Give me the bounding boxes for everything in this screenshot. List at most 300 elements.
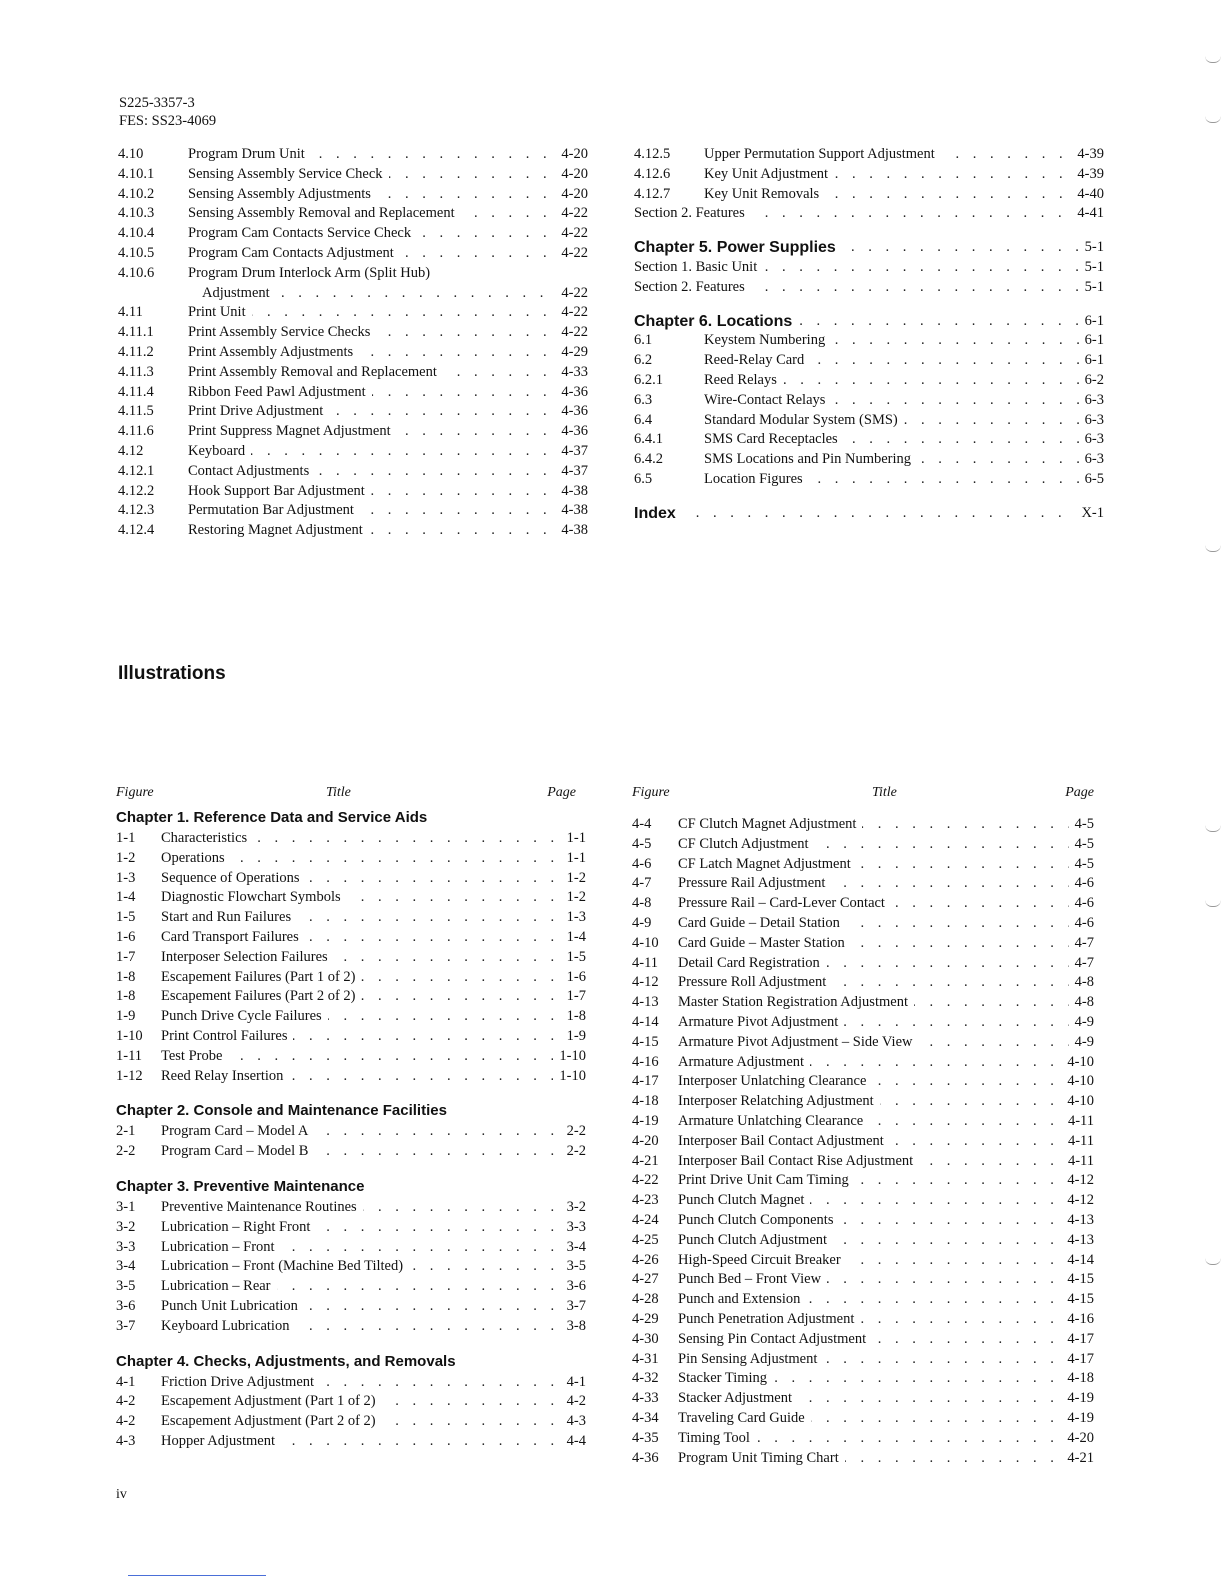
toc-entry bbox=[118, 185, 588, 205]
entry-number: 4-9 bbox=[632, 914, 652, 931]
entry-number: 4.12.3 bbox=[118, 502, 155, 519]
entry-page: 1-2 bbox=[561, 888, 586, 908]
toc-entry bbox=[632, 1053, 1094, 1073]
toc-entry bbox=[116, 1198, 586, 1218]
toc-entry bbox=[116, 1007, 586, 1027]
entry-title: Program Cam Contacts Adjustment bbox=[188, 244, 400, 264]
entry-page: 4-6 bbox=[1069, 914, 1094, 934]
entry-title: Interposer Bail Contact Adjustment bbox=[678, 1132, 890, 1152]
toc-entry bbox=[634, 450, 1104, 470]
entry-number: 4.11.6 bbox=[118, 423, 154, 440]
document-header bbox=[119, 94, 216, 130]
toc-entry bbox=[116, 1047, 586, 1067]
entry-title: Standard Modular System (SMS) bbox=[704, 411, 904, 431]
toc-entry bbox=[116, 869, 586, 889]
entry-page: 1-1 bbox=[561, 829, 586, 849]
entry-number: 1-8 bbox=[116, 968, 136, 985]
entry-title: Reed Relay Insertion bbox=[161, 1067, 289, 1087]
entry-page: 3-4 bbox=[561, 1238, 586, 1258]
entry-page: 4-12 bbox=[1061, 1191, 1094, 1211]
entry-title: Print Drive Unit Cam Timing bbox=[678, 1171, 855, 1191]
entry-number: 4.11 bbox=[118, 304, 143, 321]
toc-entry bbox=[116, 1257, 586, 1277]
entry-title: Punch Clutch Adjustment bbox=[678, 1231, 833, 1251]
entry-number: 4-3 bbox=[116, 1432, 136, 1449]
entry-number: 4.10 bbox=[118, 146, 144, 162]
toc-entry bbox=[632, 894, 1094, 914]
entry-number: 4-28 bbox=[632, 1291, 659, 1308]
toc-entry bbox=[116, 1027, 586, 1047]
toc-chapter-entry bbox=[634, 312, 1104, 332]
entry-page: 4-11 bbox=[1062, 1112, 1094, 1132]
entry-title: Friction Drive Adjustment bbox=[161, 1373, 320, 1393]
toc-entry bbox=[632, 1409, 1094, 1429]
toc-entry bbox=[116, 1317, 586, 1337]
entry-title: Punch Clutch Components bbox=[678, 1211, 839, 1231]
entry-title: Armature Adjustment bbox=[678, 1053, 810, 1073]
entry-title: Lubrication – Rear bbox=[161, 1277, 277, 1297]
entry-title: Location Figures bbox=[704, 470, 809, 490]
entry-page: 1-8 bbox=[561, 1007, 586, 1027]
entry-page: 6-1 bbox=[1079, 312, 1104, 332]
entry-number: 4-8 bbox=[632, 895, 652, 912]
entry-title: Master Station Registration Adjustment bbox=[678, 993, 914, 1013]
entry-number: 1-3 bbox=[116, 869, 136, 886]
entry-title: Pressure Rail – Card-Lever Contact bbox=[678, 894, 891, 914]
entry-page: 4-20 bbox=[555, 145, 588, 165]
toc-entry bbox=[116, 968, 586, 988]
entry-title: Program Drum Unit bbox=[188, 145, 311, 165]
scan-edge-mark bbox=[1205, 900, 1221, 907]
entry-page: 4-33 bbox=[555, 363, 588, 383]
entry-title: Print Assembly Service Checks bbox=[188, 323, 376, 343]
entry-title: Interposer Bail Contact Rise Adjustment bbox=[678, 1152, 919, 1172]
toc-entry bbox=[634, 165, 1104, 185]
entry-title: Sensing Pin Contact Adjustment bbox=[678, 1330, 872, 1350]
entry-page: 6-2 bbox=[1079, 371, 1104, 391]
toc-entry bbox=[632, 874, 1094, 894]
entry-number: 4.12.5 bbox=[634, 146, 671, 162]
toc-entry bbox=[116, 987, 586, 1007]
entry-number: 4-32 bbox=[632, 1370, 659, 1387]
entry-title: Print Assembly Removal and Replacement bbox=[188, 363, 443, 383]
entry-page: 4-41 bbox=[1071, 204, 1104, 224]
toc-entry bbox=[118, 501, 588, 521]
dot-leader bbox=[171, 1047, 586, 1067]
entry-page: 1-7 bbox=[561, 987, 586, 1007]
entry-number: 4-23 bbox=[632, 1192, 659, 1209]
entry-number: 1-9 bbox=[116, 1008, 136, 1025]
dot-leader bbox=[198, 442, 588, 462]
toc-entry bbox=[116, 1392, 586, 1412]
entry-page: 1-10 bbox=[553, 1067, 586, 1087]
toc-entry bbox=[634, 331, 1104, 351]
entry-page: 5-1 bbox=[1079, 238, 1104, 258]
toc-entry bbox=[632, 835, 1094, 855]
entry-page: 4-17 bbox=[1061, 1350, 1094, 1370]
scan-edge-line bbox=[128, 1575, 266, 1576]
toc-entry bbox=[118, 462, 588, 482]
entry-number: 4-25 bbox=[632, 1231, 659, 1248]
entry-number: 4.12 bbox=[118, 442, 144, 459]
entry-page: 4-39 bbox=[1071, 165, 1104, 185]
entry-page: X-1 bbox=[1075, 504, 1104, 524]
entry-title: Program Cam Contacts Service Check bbox=[188, 224, 417, 244]
toc-entry bbox=[116, 1432, 586, 1452]
entry-title: Contact Adjustments bbox=[188, 462, 315, 482]
entry-page: 1-2 bbox=[561, 869, 586, 889]
toc-entry bbox=[116, 888, 586, 908]
entry-number: 4-22 bbox=[632, 1172, 659, 1189]
toc-entry bbox=[118, 343, 588, 363]
entry-title: Print Control Failures bbox=[161, 1027, 293, 1047]
entry-page: 1-3 bbox=[561, 908, 586, 928]
entry-number: 1-4 bbox=[116, 889, 136, 906]
entry-title: Sensing Assembly Service Check bbox=[188, 165, 389, 185]
toc-entry bbox=[118, 284, 588, 304]
entry-number: 4.11.4 bbox=[118, 383, 154, 400]
toc-entry bbox=[634, 351, 1104, 371]
entry-number: 4-18 bbox=[632, 1093, 659, 1110]
toc-entry bbox=[632, 1270, 1094, 1290]
chapter-title: Chapter 5. Power Supplies bbox=[634, 238, 842, 258]
scan-edge-mark bbox=[1205, 56, 1221, 63]
spacer bbox=[116, 1337, 586, 1351]
entry-number: 1-7 bbox=[116, 948, 136, 965]
entry-page: 1-4 bbox=[561, 928, 586, 948]
entry-title: Keystem Numbering bbox=[704, 331, 831, 351]
entry-number: 4.12.7 bbox=[634, 185, 671, 202]
figures-right-column bbox=[632, 785, 1094, 1468]
entry-number: 1-5 bbox=[116, 909, 136, 926]
entry-title: Stacker Timing bbox=[678, 1369, 773, 1389]
toc-entry bbox=[116, 1277, 586, 1297]
entry-page: 4-7 bbox=[1069, 934, 1094, 954]
toc-entry bbox=[118, 244, 588, 264]
entry-number: 4-19 bbox=[632, 1112, 659, 1129]
entry-page: 4-37 bbox=[555, 442, 588, 462]
entry-number: 4-26 bbox=[632, 1251, 659, 1268]
entry-number: 3-7 bbox=[116, 1317, 136, 1334]
entry-title: Hopper Adjustment bbox=[161, 1432, 281, 1452]
entry-number: 4-17 bbox=[632, 1073, 659, 1090]
entry-page: 4-3 bbox=[561, 1412, 586, 1432]
entry-number: 6.2.1 bbox=[634, 371, 663, 388]
entry-number: 4-10 bbox=[632, 934, 659, 951]
entry-title: Ribbon Feed Pawl Adjustment bbox=[188, 383, 372, 403]
entry-number: 4-6 bbox=[632, 855, 652, 872]
entry-title: Sequence of Operations bbox=[161, 869, 306, 889]
entry-number: 4-34 bbox=[632, 1409, 659, 1426]
entry-page: 3-7 bbox=[561, 1297, 586, 1317]
page-number: iv bbox=[116, 1487, 127, 1502]
entry-title: Stacker Adjustment bbox=[678, 1389, 798, 1409]
toc-entry bbox=[632, 1191, 1094, 1211]
toc-entry bbox=[632, 1449, 1094, 1469]
entry-page: 4-21 bbox=[1061, 1449, 1094, 1469]
entry-title: Sensing Assembly Removal and Replacement bbox=[188, 204, 461, 224]
entry-title: Restoring Magnet Adjustment bbox=[188, 521, 369, 541]
entry-page: 6-3 bbox=[1079, 450, 1104, 470]
spacer bbox=[634, 224, 1104, 238]
entry-number: 4-27 bbox=[632, 1271, 659, 1288]
entry-number: 4.11.5 bbox=[118, 403, 154, 420]
toc-entry bbox=[632, 1389, 1094, 1409]
entry-page: 4-13 bbox=[1061, 1211, 1094, 1231]
entry-page: 4-4 bbox=[561, 1432, 586, 1452]
entry-number: 3-4 bbox=[116, 1258, 136, 1275]
entry-page: 4-10 bbox=[1061, 1092, 1094, 1112]
entry-title: Lubrication – Front bbox=[161, 1238, 281, 1258]
toc-entry bbox=[118, 224, 588, 244]
entry-page: 1-10 bbox=[553, 1047, 586, 1067]
toc-entry bbox=[118, 204, 588, 224]
toc-entry bbox=[118, 323, 588, 343]
entry-page: 4-17 bbox=[1061, 1330, 1094, 1350]
entry-page: 4-6 bbox=[1069, 874, 1094, 894]
column-headers-left bbox=[116, 785, 586, 807]
entry-page: 4-5 bbox=[1069, 855, 1094, 875]
entry-title: Punch Penetration Adjustment bbox=[678, 1310, 860, 1330]
entry-title: Reed Relays bbox=[704, 371, 783, 391]
toc-entry bbox=[632, 1033, 1094, 1053]
entry-page: 4-14 bbox=[1061, 1251, 1094, 1271]
entry-number: 4.10.3 bbox=[118, 205, 155, 222]
scan-edge-mark bbox=[1205, 825, 1221, 832]
entry-title: Card Guide – Master Station bbox=[678, 934, 851, 954]
entry-page: 4-10 bbox=[1061, 1053, 1094, 1073]
entry-page: 4-18 bbox=[1061, 1369, 1094, 1389]
toc-entry bbox=[632, 1171, 1094, 1191]
toc-entry bbox=[118, 363, 588, 383]
figure-list-left bbox=[116, 807, 586, 1452]
toc-entry bbox=[634, 204, 1104, 224]
entry-number: 4-11 bbox=[632, 954, 659, 971]
entry-page: 4-22 bbox=[555, 224, 588, 244]
toc-entry bbox=[634, 391, 1104, 411]
page-col-header: Page bbox=[1065, 785, 1094, 800]
entry-number: 4.10.4 bbox=[118, 225, 155, 242]
entry-page: 4-22 bbox=[555, 204, 588, 224]
chapter-title: Chapter 6. Locations bbox=[634, 312, 798, 332]
entry-number: 4.10.1 bbox=[118, 165, 155, 182]
entry-title: Punch and Extension bbox=[678, 1290, 806, 1310]
entry-number: 1-2 bbox=[116, 849, 136, 866]
entry-page: 4-38 bbox=[555, 521, 588, 541]
entry-title: Punch Bed – Front View bbox=[678, 1270, 827, 1290]
entry-page: 4-36 bbox=[555, 422, 588, 442]
entry-number: 3-5 bbox=[116, 1278, 136, 1295]
entry-page: 4-19 bbox=[1061, 1389, 1094, 1409]
entry-number: 4-4 bbox=[632, 816, 652, 832]
entry-title: SMS Locations and Pin Numbering bbox=[704, 450, 917, 470]
entry-number: 4.12.1 bbox=[118, 462, 155, 479]
toc-entry bbox=[634, 430, 1104, 450]
entry-page: 5-1 bbox=[1079, 258, 1104, 278]
entry-title: CF Clutch Adjustment bbox=[678, 835, 815, 855]
entry-page: 6-3 bbox=[1079, 430, 1104, 450]
toc-entry bbox=[116, 1067, 586, 1087]
entry-page: 4-7 bbox=[1069, 954, 1094, 974]
entry-number: 4-24 bbox=[632, 1211, 659, 1228]
entry-number: 6.2 bbox=[634, 352, 653, 369]
toc-entry bbox=[632, 914, 1094, 934]
toc-entry bbox=[118, 482, 588, 502]
entry-title: Preventive Maintenance Routines bbox=[161, 1198, 363, 1218]
toc-entry bbox=[632, 1429, 1094, 1449]
entry-page: 1-9 bbox=[561, 1027, 586, 1047]
toc-entry bbox=[632, 1072, 1094, 1092]
entry-number: 1-12 bbox=[116, 1067, 143, 1084]
toc-entry bbox=[118, 402, 588, 422]
entry-number: 3-1 bbox=[116, 1198, 136, 1215]
entry-number: 6.3 bbox=[634, 391, 653, 408]
figure-col-header: Figure bbox=[632, 785, 670, 800]
toc-entry bbox=[116, 1142, 586, 1162]
entry-number: 4-31 bbox=[632, 1350, 659, 1367]
scan-edge-mark bbox=[1205, 116, 1221, 123]
toc-entry bbox=[116, 829, 586, 849]
entry-title: Key Unit Removals bbox=[704, 185, 825, 205]
toc-entry bbox=[116, 1218, 586, 1238]
toc-entry bbox=[634, 145, 1104, 165]
entry-number: 4-15 bbox=[632, 1033, 659, 1050]
entry-title: Program Card – Model A bbox=[161, 1122, 314, 1142]
entry-title: Print Assembly Adjustments bbox=[188, 343, 359, 363]
entry-number: 4-30 bbox=[632, 1330, 659, 1347]
toc-entry bbox=[632, 934, 1094, 954]
entry-page: 6-5 bbox=[1079, 470, 1104, 490]
toc-entry bbox=[632, 1013, 1094, 1033]
title-col-header: Title bbox=[872, 785, 897, 800]
toc-entry bbox=[118, 383, 588, 403]
entry-page: 4-8 bbox=[1069, 973, 1094, 993]
entry-page: 4-20 bbox=[555, 185, 588, 205]
entry-title: Wire-Contact Relays bbox=[704, 391, 831, 411]
toc-entry bbox=[632, 1330, 1094, 1350]
entry-title: Lubrication – Right Front bbox=[161, 1218, 316, 1238]
dot-leader bbox=[171, 849, 586, 869]
scan-edge-mark bbox=[1205, 1258, 1221, 1265]
entry-page: 3-8 bbox=[561, 1317, 586, 1337]
entry-page: 4-10 bbox=[1061, 1072, 1094, 1092]
entry-number: 4-16 bbox=[632, 1053, 659, 1070]
entry-title: CF Latch Magnet Adjustment bbox=[678, 855, 857, 875]
title-col-header: Title bbox=[326, 785, 351, 800]
entry-page: 4-5 bbox=[1069, 835, 1094, 855]
entry-page: 4-22 bbox=[555, 303, 588, 323]
entry-number: 1-6 bbox=[116, 928, 136, 945]
toc-entry bbox=[634, 258, 1104, 278]
toc-entry bbox=[116, 1238, 586, 1258]
entry-title: Keyboard Lubrication bbox=[161, 1317, 295, 1337]
toc-chapter-entry bbox=[634, 504, 1104, 524]
entry-number: 4-21 bbox=[632, 1152, 659, 1169]
toc-entry bbox=[118, 442, 588, 462]
entry-number: 2-2 bbox=[116, 1143, 136, 1160]
entry-number: 1-11 bbox=[116, 1047, 143, 1064]
doc-number: S225-3357-3 bbox=[119, 95, 195, 111]
toc-entry bbox=[634, 470, 1104, 490]
entry-page: 4-11 bbox=[1062, 1152, 1094, 1172]
entry-title: Diagnostic Flowchart Symbols bbox=[161, 888, 347, 908]
entry-title: Adjustment bbox=[202, 284, 276, 304]
toc-entry bbox=[634, 411, 1104, 431]
toc-entry bbox=[116, 1373, 586, 1393]
entry-page: 4-38 bbox=[555, 482, 588, 502]
entry-number: 1-8 bbox=[116, 988, 136, 1005]
entry-number: 4.12.4 bbox=[118, 522, 155, 539]
entry-number: 4.11.3 bbox=[118, 363, 154, 380]
entry-number: 3-6 bbox=[116, 1297, 136, 1314]
entry-number: 6.4 bbox=[634, 411, 653, 428]
entry-page: 2-2 bbox=[561, 1142, 586, 1162]
entry-title: Interposer Relatching Adjustment bbox=[678, 1092, 880, 1112]
toc-entry bbox=[116, 849, 586, 869]
entry-page: 4-12 bbox=[1061, 1171, 1094, 1191]
entry-title: Section 1. Basic Unit bbox=[634, 258, 763, 278]
entry-title: Print Drive Adjustment bbox=[188, 402, 329, 422]
page-col-header: Page bbox=[547, 785, 576, 800]
entry-page: 4-9 bbox=[1069, 1033, 1094, 1053]
entry-number: 4-29 bbox=[632, 1310, 659, 1327]
entry-number: 4-14 bbox=[632, 1013, 659, 1030]
entry-number: 4.10.5 bbox=[118, 244, 155, 261]
toc-entry bbox=[632, 993, 1094, 1013]
entry-number: 4.10.2 bbox=[118, 185, 155, 202]
toc-entry bbox=[632, 1132, 1094, 1152]
toc-entry bbox=[118, 264, 588, 284]
dot-leader bbox=[644, 504, 1104, 524]
column-headers-right bbox=[632, 785, 1094, 807]
toc-entry bbox=[632, 1310, 1094, 1330]
toc-entry bbox=[116, 908, 586, 928]
entry-number: 4-5 bbox=[632, 835, 652, 852]
entry-title: Armature Unlatching Clearance bbox=[678, 1112, 869, 1132]
toc-entry bbox=[632, 1112, 1094, 1132]
entry-page: 5-1 bbox=[1079, 278, 1104, 298]
toc-entry bbox=[632, 1231, 1094, 1251]
toc-entry bbox=[634, 278, 1104, 298]
entry-title: Escapement Adjustment (Part 1 of 2) bbox=[161, 1392, 382, 1412]
toc-entry bbox=[632, 1211, 1094, 1231]
entry-title: Pin Sensing Adjustment bbox=[678, 1350, 823, 1370]
entry-title: Hook Support Bar Adjustment bbox=[188, 482, 371, 502]
entry-number: 2-1 bbox=[116, 1123, 136, 1140]
entry-page: 4-20 bbox=[1061, 1429, 1094, 1449]
entry-title: CF Clutch Magnet Adjustment bbox=[678, 815, 862, 835]
entry-page: 2-2 bbox=[561, 1122, 586, 1142]
spacer bbox=[634, 298, 1104, 312]
entry-page: 4-16 bbox=[1061, 1310, 1094, 1330]
entry-page: 4-22 bbox=[555, 323, 588, 343]
entry-page: 6-3 bbox=[1079, 411, 1104, 431]
entry-page: 4-20 bbox=[555, 165, 588, 185]
toc-entry bbox=[116, 1297, 586, 1317]
entry-title: Section 2. Features bbox=[634, 204, 751, 224]
entry-title: Pressure Roll Adjustment bbox=[678, 973, 832, 993]
entry-title: Escapement Failures (Part 2 of 2) bbox=[161, 987, 361, 1007]
toc-entry bbox=[634, 371, 1104, 391]
fes-number: FES: SS23-4069 bbox=[119, 113, 217, 129]
entry-title: Sensing Assembly Adjustments bbox=[188, 185, 377, 205]
toc-entry bbox=[632, 1369, 1094, 1389]
entry-number: 4-1 bbox=[116, 1373, 136, 1390]
entry-page: 1-6 bbox=[561, 968, 586, 988]
figure-col-header: Figure bbox=[116, 785, 154, 800]
entry-number: 1-1 bbox=[116, 830, 136, 846]
entry-title: Card Transport Failures bbox=[161, 928, 305, 948]
